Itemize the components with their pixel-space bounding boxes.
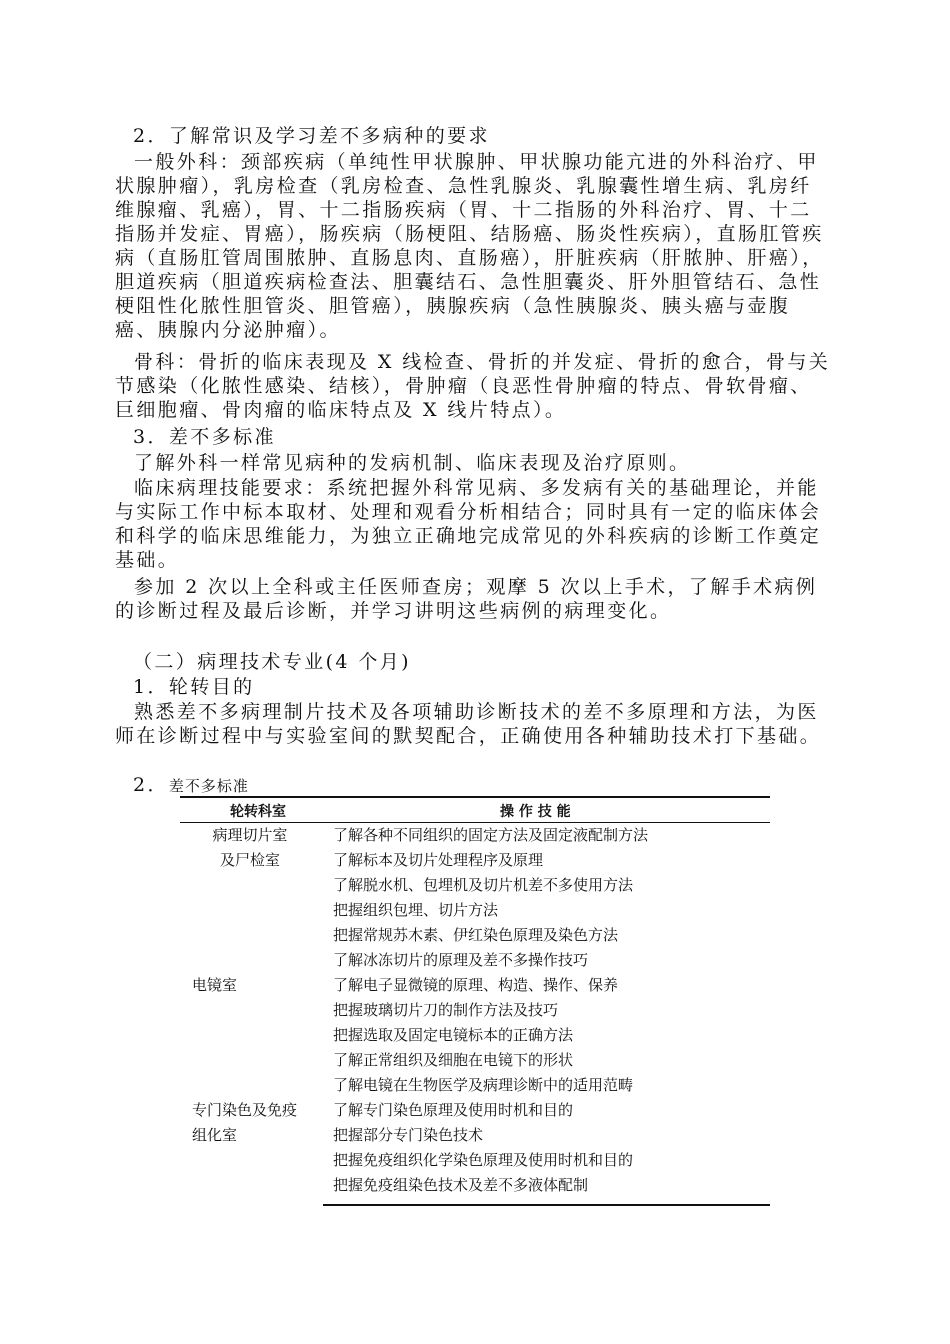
- rotation-purpose-heading: 1．轮转目的: [133, 676, 255, 698]
- table-cell-skill: 把握免疫组织化学染色原理及使用时机和目的: [333, 1153, 634, 1169]
- table-cell-skill: 了解电子显微镜的原理、构造、操作、保养: [333, 978, 619, 994]
- basic-standard-label: 差不多标准: [168, 777, 249, 795]
- table-row: [180, 974, 770, 999]
- table-cell-skill: 了解标本及切片处理程序及原理: [333, 853, 544, 869]
- table-cell-skill: 把握玻璃切片刀的制作方法及技巧: [333, 1003, 559, 1019]
- table-row: [180, 1099, 770, 1124]
- part-heading-pathology-tech: （二）病理技术专业(4 个月): [133, 651, 411, 673]
- table-top-rule: [180, 796, 770, 798]
- table-bottom-rule: [323, 1204, 770, 1206]
- table-cell-skill: 把握组织包埋、切片方法: [333, 903, 499, 919]
- table-row: [180, 824, 770, 849]
- table-row: [180, 1174, 770, 1199]
- basic-standard-heading: [133, 773, 833, 798]
- table-row: [180, 1149, 770, 1174]
- standard-paragraph-2: 临床病理技能要求：系统把握外科常见病、多发病有关的基础理论，并能与实际工作中标本取材、处理和观看分析相结合；同时具有一定的临床体会和科学的临床思维能力，为独立正确地完成常见的外科疾病的诊断工作奠定基础。: [115, 477, 822, 571]
- table-cell-department: 及尸检室: [219, 853, 280, 869]
- basic-standard-number: 2．: [133, 774, 169, 796]
- table-row: [180, 924, 770, 949]
- table-row: [180, 1024, 770, 1049]
- table-cell-skill: 了解冰冻切片的原理及差不多操作技巧: [333, 953, 589, 969]
- table-cell-department: 电镜室: [192, 978, 238, 994]
- table-cell-skill: 了解专门染色原理及使用时机和目的: [333, 1103, 574, 1119]
- table-row: [180, 1074, 770, 1099]
- table-header-department: 轮转科室: [230, 804, 286, 820]
- table-cell-skill: 了解脱水机、包埋机及切片机差不多使用方法: [333, 878, 634, 894]
- table-cell-skill: 了解各种不同组织的固定方法及固定液配制方法: [333, 828, 649, 844]
- table-row: [180, 899, 770, 924]
- table-cell-department: 组化室: [192, 1128, 238, 1144]
- table-cell-skill: 把握选取及固定电镜标本的正确方法: [333, 1028, 574, 1044]
- rotation-purpose-paragraph: 熟悉差不多病理制片技术及各项辅助诊断技术的差不多原理和方法，为医师在诊断过程中与实验室间的默契配合，正确使用各种辅助技术打下基础。: [115, 701, 822, 747]
- section-heading-2: 2．了解常识及学习差不多病种的要求: [133, 125, 490, 147]
- table-cell-department: 病理切片室: [212, 828, 288, 844]
- standard-paragraph-3: 参加 2 次以上全科或主任医师查房；观摩 5 次以上手术，了解手术病例的诊断过程及最后诊断，并学习讲明这些病例的病理变化。: [115, 576, 818, 622]
- standard-paragraph-1: 了解外科一样常见病种的发病机制、临床表现及治疗原则。: [134, 452, 691, 474]
- table-cell-skill: 把握免疫组染色技术及差不多液体配制: [333, 1178, 589, 1194]
- table-cell-skill: 把握常规苏木素、伊红染色原理及染色方法: [333, 928, 619, 944]
- table-row: [180, 1124, 770, 1149]
- table-cell-skill: 了解电镜在生物医学及病理诊断中的适用范畴: [333, 1078, 634, 1094]
- table-row: [180, 999, 770, 1024]
- table-cell-skill: 把握部分专门染色技术: [333, 1128, 484, 1144]
- table-row: [180, 1049, 770, 1074]
- table-cell-department: 专门染色及免疫: [192, 1103, 298, 1119]
- table-row: [180, 949, 770, 974]
- table-header-skills: 操 作 技 能: [500, 804, 571, 820]
- orthopedics-paragraph: 骨科：骨折的临床表现及 X 线检查、骨折的并发症、骨折的愈合，骨与关节感染（化脓性感染、结核），骨肿瘤（良恶性骨肿瘤的特点、骨软骨瘤、巨细胞瘤、骨肉瘤的临床特点及 X 线片特点）。: [115, 351, 831, 421]
- general-surgery-paragraph: 一般外科：颈部疾病（单纯性甲状腺肿、甲状腺功能亢进的外科治疗、甲状腺肿瘤），乳房检查（乳房检查、急性乳腺炎、乳腺囊性增生病、乳房纤维腺瘤、乳癌），胃、十二指肠疾病（胃、十二指肠的外科治疗、胃、十二指肠并发症、胃癌），肠疾病（肠梗阻、结肠癌、肠炎性疾病），直肠肛管疾病（直肠肛管周围脓肿、直肠息肉、直肠癌），肝脏疾病（肝脓肿、肝癌），胆道疾病（胆道疾病检查法、胆囊结石、急性胆囊炎、肝外胆管结石、急性梗阻性化脓性胆管炎、胆管癌），胰腺疾病（急性胰腺炎、胰头癌与壶腹癌、胰腺内分泌肿瘤）。: [115, 151, 824, 341]
- table-row: [180, 849, 770, 874]
- table-cell-skill: 了解正常组织及细胞在电镜下的形状: [333, 1053, 574, 1069]
- table-row: [180, 874, 770, 899]
- section-heading-3: 3．差不多标准: [133, 426, 276, 448]
- table-header-rule: [180, 822, 770, 823]
